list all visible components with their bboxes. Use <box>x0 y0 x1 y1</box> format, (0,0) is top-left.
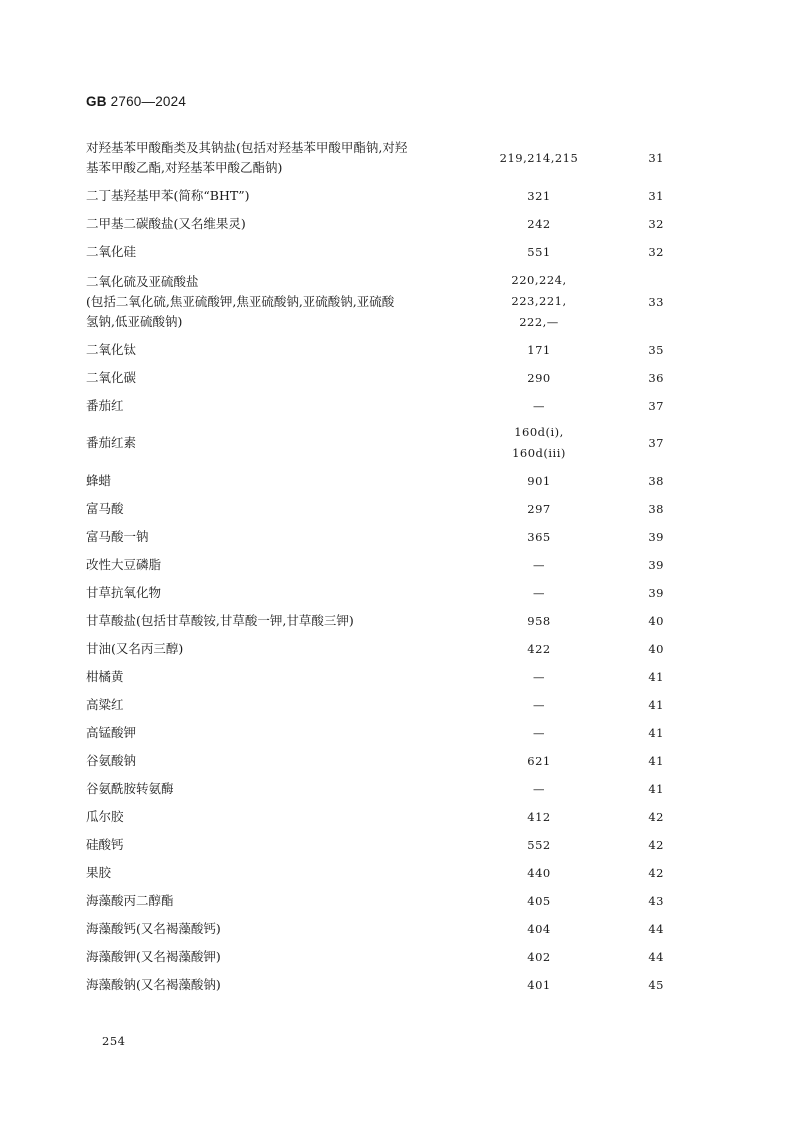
ins-code: 171 <box>527 342 551 357</box>
ins-code: 404 <box>527 921 551 936</box>
ins-code: 621 <box>527 753 551 768</box>
ins-code: 242 <box>527 216 551 231</box>
additive-name: 富马酸一钠 <box>86 529 149 544</box>
page-ref: 33 <box>648 294 664 309</box>
page-ref: 31 <box>648 189 664 203</box>
table-row <box>86 611 664 631</box>
ins-code: — <box>533 781 545 796</box>
table-row <box>86 583 664 603</box>
additive-name: 富马酸 <box>86 501 124 516</box>
additive-name: 二氧化硅 <box>86 244 137 259</box>
ins-code: 401 <box>527 977 551 992</box>
table-row <box>86 422 664 464</box>
ins-code: 402 <box>527 949 551 964</box>
table-row <box>86 214 664 234</box>
additive-name: 海藻酸钠(又名褐藻酸钠) <box>86 977 221 992</box>
additive-name: 甘草酸盐(包括甘草酸铵,甘草酸一钾,甘草酸三钾) <box>86 613 354 628</box>
page-ref: 40 <box>648 642 664 656</box>
table-row <box>86 919 664 939</box>
table-row <box>86 396 664 416</box>
additive-name: 果胶 <box>86 865 112 880</box>
ins-code: — <box>533 725 545 740</box>
additive-name: 番茄红 <box>86 398 124 413</box>
table-row <box>86 695 664 715</box>
page-ref: 39 <box>648 558 664 572</box>
ins-code: 220,224, 223,221, 222,— <box>511 273 567 329</box>
page-ref: 38 <box>648 502 664 516</box>
table-row <box>86 863 664 883</box>
additive-name: 对羟基苯甲酸酯类及其钠盐(包括对羟基苯甲酸甲酯钠,对羟 基苯甲酸乙酯,对羟基苯甲酸乙酯钠) <box>86 140 408 175</box>
ins-code: 297 <box>527 501 551 516</box>
page-ref: 41 <box>648 754 664 768</box>
table-row <box>86 807 664 827</box>
table-row <box>86 471 664 491</box>
additive-name: 二氧化钛 <box>86 342 137 357</box>
additive-name: 二氧化碳 <box>86 370 137 385</box>
additive-name: 蜂蜡 <box>86 473 112 488</box>
ins-code: 160d(i), 160d(iii) <box>512 425 566 460</box>
ins-code: 422 <box>527 641 551 656</box>
additive-name: 谷氨酸钠 <box>86 753 137 768</box>
page-ref: 32 <box>648 217 664 231</box>
ins-code: — <box>533 585 545 600</box>
page-ref: 41 <box>648 726 664 740</box>
page-ref: 41 <box>648 670 664 684</box>
document-header <box>86 94 186 109</box>
additive-name: 海藻酸丙二醇酯 <box>86 893 174 908</box>
additive-name: 番茄红素 <box>86 435 137 450</box>
additive-name: 二丁基羟基甲苯(简称“BHT”) <box>86 188 250 203</box>
additive-name: 海藻酸钾(又名褐藻酸钾) <box>86 949 221 964</box>
page-ref: 44 <box>648 922 664 936</box>
ins-code: 958 <box>527 613 551 628</box>
ins-code: 365 <box>527 529 551 544</box>
table-row <box>86 975 664 995</box>
ins-code: 290 <box>527 370 551 385</box>
ins-code: 405 <box>527 893 551 908</box>
additive-name: 高粱红 <box>86 697 124 712</box>
table-row <box>86 723 664 743</box>
standard-prefix: GB <box>86 94 107 109</box>
page-ref: 41 <box>648 782 664 796</box>
additive-name: 二氧化硫及亚硫酸盐 (包括二氧化硫,焦亚硫酸钾,焦亚硫酸钠,亚硫酸钠,亚硫酸 氢钠,低亚硫酸钠) <box>86 273 395 329</box>
additive-name: 硅酸钙 <box>86 837 124 852</box>
ins-code: — <box>533 398 545 413</box>
ins-code: — <box>533 557 545 572</box>
ins-code: 901 <box>527 473 551 488</box>
ins-code: 321 <box>527 188 551 203</box>
page-ref: 31 <box>648 151 664 165</box>
page-ref: 36 <box>648 371 664 385</box>
table-row <box>86 891 664 911</box>
page-ref: 38 <box>648 474 664 488</box>
ins-code: 440 <box>527 865 551 880</box>
ins-code: 412 <box>527 809 551 824</box>
table-row <box>86 639 664 659</box>
table-row <box>86 270 664 333</box>
additive-name: 柑橘黄 <box>86 669 124 684</box>
page-ref: 42 <box>648 810 664 824</box>
table-row <box>86 499 664 519</box>
page-ref: 43 <box>648 894 664 908</box>
table-row <box>86 186 664 206</box>
additive-name: 甘草抗氧化物 <box>86 585 162 600</box>
table-row <box>86 555 664 575</box>
table-row <box>86 779 664 799</box>
table-row <box>86 138 664 178</box>
page-ref: 42 <box>648 838 664 852</box>
table-row <box>86 527 664 547</box>
additive-name: 二甲基二碳酸盐(又名维果灵) <box>86 216 246 231</box>
additive-name: 瓜尔胶 <box>86 809 124 824</box>
additive-name: 甘油(又名丙三醇) <box>86 641 184 656</box>
page-ref: 39 <box>648 586 664 600</box>
additive-name: 谷氨酰胺转氨酶 <box>86 781 174 796</box>
ins-code: — <box>533 669 545 684</box>
page-number: 254 <box>102 1034 126 1048</box>
ins-code: 551 <box>527 244 551 259</box>
additive-name: 改性大豆磷脂 <box>86 557 162 572</box>
additive-name: 海藻酸钙(又名褐藻酸钙) <box>86 921 221 936</box>
page-ref: 42 <box>648 866 664 880</box>
table-row <box>86 835 664 855</box>
table-row <box>86 947 664 967</box>
page-ref: 41 <box>648 698 664 712</box>
page-ref: 37 <box>648 436 664 450</box>
index-table <box>86 132 664 995</box>
page-ref: 44 <box>648 950 664 964</box>
table-row <box>86 751 664 771</box>
page-ref: 40 <box>648 614 664 628</box>
page-ref: 32 <box>648 245 664 259</box>
page-ref: 35 <box>648 343 664 357</box>
table-row <box>86 242 664 262</box>
ins-code: 552 <box>527 837 551 852</box>
ins-code: — <box>533 697 545 712</box>
page-ref: 45 <box>648 978 664 992</box>
page-ref: 39 <box>648 530 664 544</box>
table-row <box>86 667 664 687</box>
ins-code: 219,214,215 <box>499 150 579 165</box>
standard-code: 2760—2024 <box>110 94 187 109</box>
table-row <box>86 368 664 388</box>
additive-name: 高锰酸钾 <box>86 725 137 740</box>
table-row <box>86 340 664 360</box>
page-ref: 37 <box>648 399 664 413</box>
